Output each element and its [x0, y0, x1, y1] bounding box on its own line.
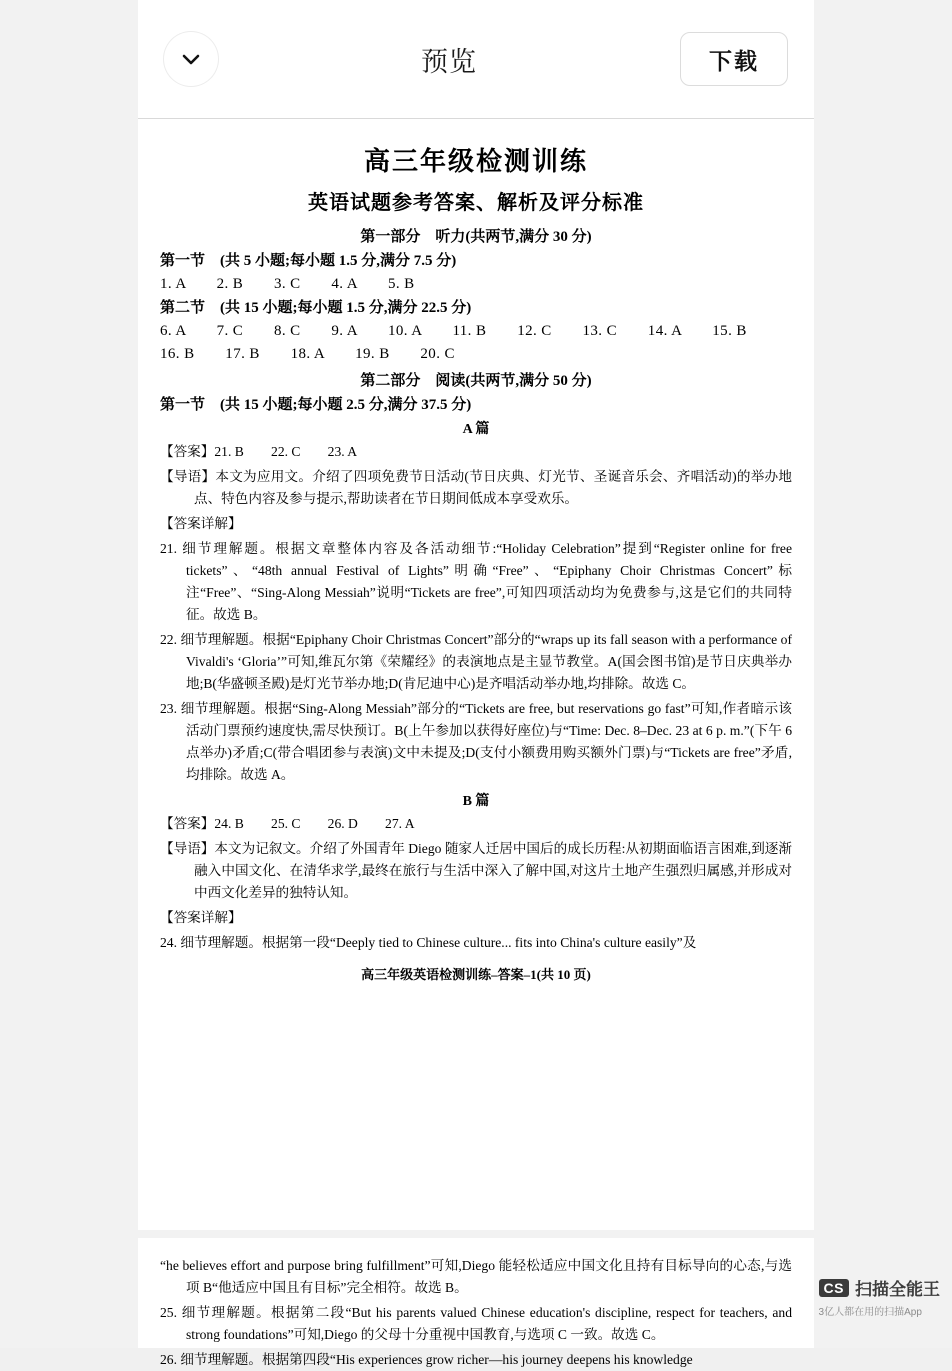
part-1-header: 第一部分 听力(共两节,满分 30 分) — [360, 229, 592, 245]
document-page-2[interactable] — [138, 1238, 814, 1368]
passage-b-answer: 【答案】24. B 25. C 26. D 27. A — [160, 816, 415, 832]
answer-detail-label-a: 【答案详解】 — [160, 516, 242, 532]
document-title: 高三年级检测训练 — [363, 146, 588, 176]
document-page-1[interactable] — [138, 118, 814, 1230]
passage-a-label: A 篇 — [462, 422, 490, 437]
passage-a-guide: 【导语】本文为应用文。介绍了四项免费节日活动(节日庆典、灯光节、圣诞音乐会、齐唱活动)的举办地点、特色内容及参与提示,帮助读者在节日期间低成本享受欢乐。 — [160, 469, 792, 507]
download-button[interactable]: 下载 — [680, 32, 788, 86]
answer-detail-label-b: 【答案详解】 — [160, 910, 242, 926]
watermark — [819, 1275, 940, 1318]
part-2-header: 第二部分 阅读(共两节,满分 50 分) — [360, 373, 592, 389]
camscanner-badge: CS — [819, 1279, 849, 1297]
page-title: 预览 — [421, 46, 477, 77]
document-subtitle: 英语试题参考答案、解析及评分标准 — [308, 192, 644, 214]
watermark-subtitle: 3亿人都在用的扫描App — [818, 1307, 922, 1318]
page-divider — [138, 118, 814, 119]
answers-row-1: 1. A 2. B 3. C 4. A 5. B — [160, 276, 415, 292]
explanation-item-26-partial: 26. 细节理解题。根据第四段“His experiences grow richer—his journey deepens his knowledge — [160, 1352, 693, 1368]
explanation-item-21: 21. 细节理解题。根据文章整体内容及各活动细节:“Holiday Celebration”提到“Register online for free tickets”、“48th annual Festival of Lights”明确“Free”、“Epiphany Choir Christmas Concert”标注“Free”、“Sing-Along Messiah”说明“Tickets are free”,可知四项活动均为免费参与,这是它们的共同特征。故选 B。 — [160, 541, 792, 623]
watermark-row — [819, 1275, 940, 1300]
preview-toolbar — [138, 0, 814, 118]
page-footer: 高三年级英语检测训练–答案–1(共 10 页) — [361, 967, 591, 983]
section-2-header: 第二节 (共 15 小题;每小题 1.5 分,满分 22.5 分) — [160, 300, 472, 316]
explanation-item-25: 25. 细节理解题。根据第二段“But his parents valued Chinese education's discipline, respect for teachers, and strong foundations”可知,Diego 的父母十分重视中国教育,与选项 C 一致。故选 C。 — [160, 1305, 792, 1343]
explanation-item-22: 22. 细节理解题。根据“Epiphany Choir Christmas Concert”部分的“wraps up its fall season with a performance of Vivaldi's ‘Gloria’”可知,维瓦尔第《荣耀经》的表演地点是主显节教堂。A(国会图书馆)是节日庆典举办地;B(华盛顿圣殿)是灯光节举办地;D(肯尼迪中心)是齐唱活动举办地,均排除。故选 C。 — [160, 632, 792, 692]
explanation-item-24-part-1: 24. 细节理解题。根据第一段“Deeply tied to Chinese culture... fits into China's culture easily”及 — [160, 935, 697, 951]
section-1-header: 第一节 (共 5 小题;每小题 1.5 分,满分 7.5 分) — [160, 253, 457, 269]
answers-row-2: 6. A 7. C 8. C 9. A 10. A 11. B 12. C 13. C 14. A 15. B — [160, 323, 747, 339]
passage-a-answer: 【答案】21. B 22. C 23. A — [160, 444, 358, 459]
answers-row-3: 16. B 17. B 18. A 19. B 20. C — [160, 346, 455, 362]
chevron-down-icon[interactable] — [164, 32, 218, 86]
explanation-item-24-part-2: “he believes effort and purpose bring fulfillment”可知,Diego 能轻松适应中国文化且持有目标导向的心态,与选项 B“他适应中国且有目标”完全相符。故选 B。 — [160, 1258, 792, 1296]
part-2-section-1-header: 第一节 (共 15 小题;每小题 2.5 分,满分 37.5 分) — [160, 397, 472, 413]
explanation-item-23: 23. 细节理解题。根据“Sing-Along Messiah”部分的“Tickets are free, but reservations go fast”可知,作者暗示该活动门票预约速度快,需尽快预订。B(上午参加以获得好座位)与“Time: Dec. 8–Dec. 23 at 6 p. m.”(下午 6 点举办)矛盾;C(带合唱团参与表演)文中未提及;D(支付小额费用购买额外门票)与“Tickets are free”矛盾,均排除。故选 A。 — [160, 701, 792, 783]
passage-b-label: B 篇 — [462, 794, 490, 810]
watermark-title: 扫描全能王 — [855, 1280, 940, 1299]
passage-b-guide: 【导语】本文为记叙文。介绍了外国青年 Diego 随家人迁居中国后的成长历程:从初期面临语言困难,到逐渐融入中国文化、在清华求学,最终在旅行与生活中深入了解中国,对这片土地产生强烈归属感,并形成对中西文化差异的独特认知。 — [160, 841, 792, 901]
